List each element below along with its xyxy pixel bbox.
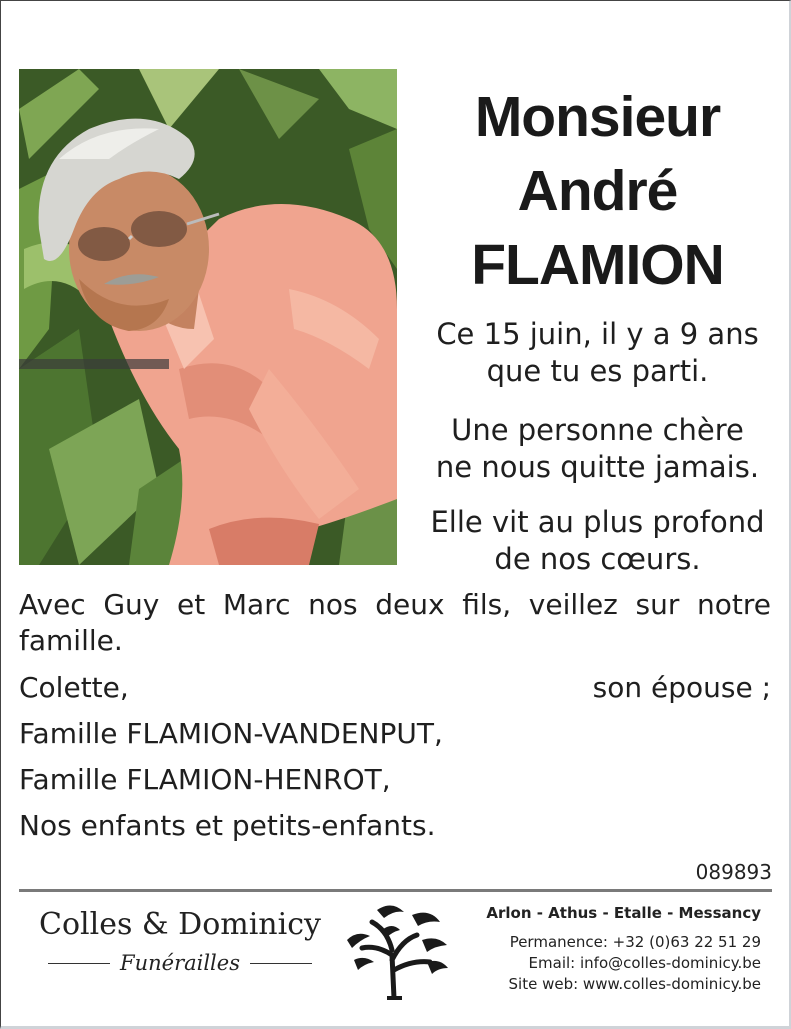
title-honorific: Monsieur: [474, 85, 721, 149]
family-line: Nos enfants et petits-enfants.: [19, 809, 436, 842]
brand-subtitle-text: Funérailles: [120, 951, 240, 975]
spouse-name: Colette,: [19, 671, 129, 704]
poem-line: ne nous quitte jamais.: [435, 450, 760, 484]
portrait-photo: [19, 69, 397, 565]
title-first-name: André: [517, 159, 678, 223]
website[interactable]: Site web: www.colles-dominicy.be: [508, 975, 761, 993]
divider: [48, 963, 110, 964]
poem-line: que tu es parti.: [486, 354, 709, 388]
brand-name: Colles & Dominicy: [39, 907, 321, 942]
poem-line: de nos cœurs.: [494, 542, 701, 576]
spouse-role: son épouse ;: [592, 671, 771, 704]
notice-reference: 089893: [695, 860, 772, 884]
poem-stanza-1: [410, 316, 785, 390]
funeral-home-brand: [30, 905, 330, 975]
family-line: Famille FLAMION-HENROT,: [19, 763, 391, 796]
footer-divider: [19, 889, 772, 892]
phone: Permanence: +32 (0)63 22 51 29: [509, 933, 761, 951]
brand-subtitle: [30, 951, 330, 975]
title-last-name: FLAMION: [471, 233, 724, 297]
tree-icon: [342, 900, 452, 1000]
poem-line: Ce 15 juin, il y a 9 ans: [436, 317, 759, 351]
family-line: Famille FLAMION-VANDENPUT,: [19, 717, 443, 750]
poem-line: Elle vit au plus profond: [430, 505, 765, 539]
family-message: Avec Guy et Marc nos deux fils, veillez sur notre famille.: [19, 588, 771, 657]
divider: [250, 963, 312, 964]
email[interactable]: Email: info@colles-dominicy.be: [528, 954, 761, 972]
poem-stanza-3: [410, 504, 785, 578]
spouse-line: [19, 670, 771, 706]
towns: Arlon - Athus - Etalle - Messancy: [486, 904, 761, 922]
deceased-name: [410, 80, 785, 302]
funeral-home-contact: [461, 902, 761, 995]
poem-stanza-2: [410, 412, 785, 486]
poem-line: Une personne chère: [451, 413, 744, 447]
